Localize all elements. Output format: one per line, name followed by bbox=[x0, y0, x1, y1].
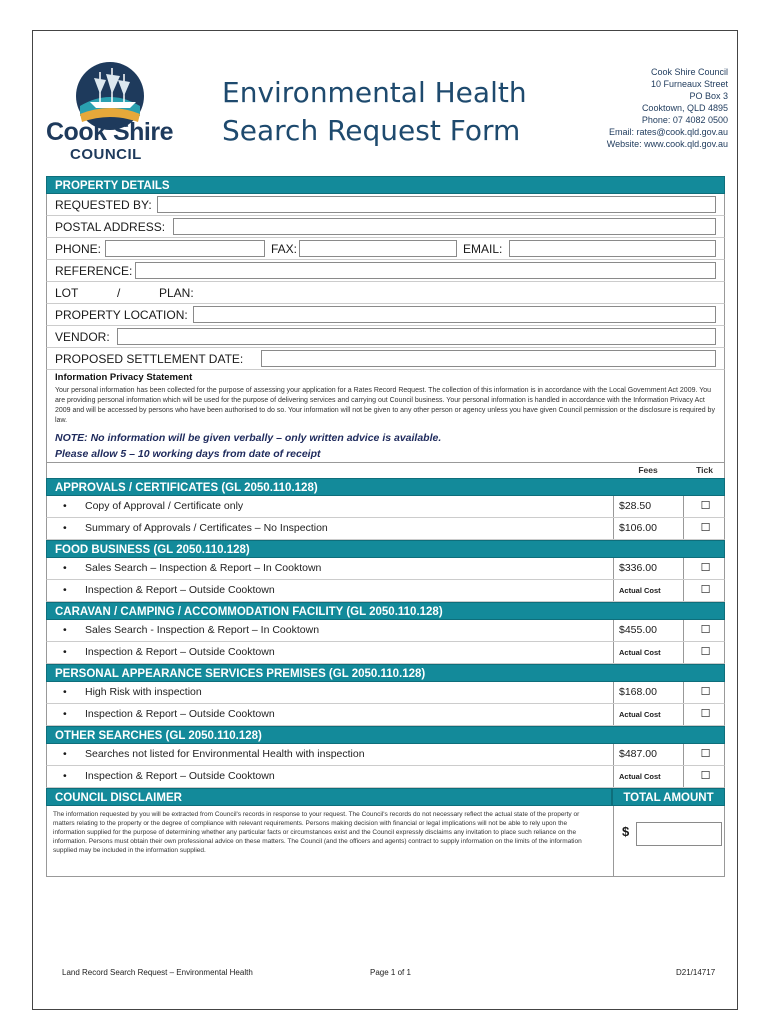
council-po-box: PO Box 3 bbox=[689, 91, 728, 101]
fee-item-label: Sales Search – Inspection & Report – In Cooktown bbox=[85, 562, 322, 574]
email-input[interactable] bbox=[509, 240, 716, 257]
tick-checkbox[interactable]: ☐ bbox=[683, 704, 727, 725]
fee-item-amount: Actual Cost bbox=[613, 642, 683, 663]
bullet-icon: • bbox=[63, 624, 67, 636]
fees-table-header bbox=[46, 462, 725, 478]
section-header: OTHER SEARCHES (GL 2050.110.128) bbox=[46, 726, 725, 744]
fee-item bbox=[46, 580, 725, 602]
fee-item-label: Sales Search - Inspection & Report – In Cooktown bbox=[85, 624, 320, 636]
disclaimer-header: COUNCIL DISCLAIMER bbox=[46, 788, 612, 806]
reference-label: REFERENCE: bbox=[55, 264, 133, 278]
fax-input[interactable] bbox=[299, 240, 457, 257]
settlement-date-row bbox=[46, 348, 725, 370]
fee-item-amount: Actual Cost bbox=[613, 580, 683, 601]
property-details-header: PROPERTY DETAILS bbox=[46, 176, 725, 194]
fee-item-label: Inspection & Report – Outside Cooktown bbox=[85, 646, 275, 658]
fee-item bbox=[46, 642, 725, 664]
fee-item-label: Inspection & Report – Outside Cooktown bbox=[85, 708, 275, 720]
fee-item-amount: $455.00 bbox=[613, 620, 683, 641]
privacy-statement bbox=[46, 370, 725, 430]
form-title bbox=[222, 74, 527, 150]
tick-checkbox[interactable]: ☐ bbox=[683, 496, 727, 517]
phone-label: PHONE: bbox=[55, 242, 102, 256]
bullet-icon: • bbox=[63, 646, 67, 658]
total-amount-cell bbox=[613, 806, 727, 876]
footer-document-id: D21/14717 bbox=[676, 968, 716, 977]
fee-item-amount: Actual Cost bbox=[613, 704, 683, 725]
section-header: FOOD BUSINESS (GL 2050.110.128) bbox=[46, 540, 725, 558]
fee-item-amount: $28.50 bbox=[613, 496, 683, 517]
lot-plan-separator: / bbox=[117, 286, 121, 300]
form-title-line1: Environmental Health bbox=[222, 76, 527, 109]
logo-name: Cook Shire bbox=[46, 118, 173, 146]
fee-item-label: Summary of Approvals / Certificates – No Inspection bbox=[85, 522, 328, 534]
council-address bbox=[607, 66, 728, 150]
notes bbox=[46, 430, 725, 462]
fee-item-amount: $487.00 bbox=[613, 744, 683, 765]
vendor-label: VENDOR: bbox=[55, 330, 110, 344]
fax-label: FAX: bbox=[271, 242, 298, 256]
fee-item-amount: $168.00 bbox=[613, 682, 683, 703]
phone-input[interactable] bbox=[105, 240, 265, 257]
property-location-input[interactable] bbox=[193, 306, 716, 323]
dollar-sign: $ bbox=[622, 824, 630, 839]
fee-item bbox=[46, 496, 725, 518]
reference-row bbox=[46, 260, 725, 282]
fee-item-label: Inspection & Report – Outside Cooktown bbox=[85, 584, 275, 596]
fee-item-label: Searches not listed for Environmental Health with inspection bbox=[85, 748, 365, 760]
section-header: APPROVALS / CERTIFICATES (GL 2050.110.128) bbox=[46, 478, 725, 496]
tick-column-header: Tick bbox=[696, 465, 713, 475]
council-email: Email: rates@cook.qld.gov.au bbox=[608, 127, 728, 137]
note-working-days: Please allow 5 – 10 working days from date of receipt bbox=[55, 448, 321, 460]
fee-item-amount: $336.00 bbox=[613, 558, 683, 579]
disclaimer-text: The information requested by you will be extracted from Council's records in response to your request. The Council's records do not necessary reflect the actual state of the property or matters relating to the property or the degree of compliance with relevant requirements. Persons making decision with financial or legal implications will not be able to rely upon the information supplied for the purpose of determining whether any particular facts or circumstances exist and the Council expressly disclaims any invitation to place such reliance on the information. Persons must obtain their own professional advice on these matters. The Council (and the officers and agents) contract to supply information on the limits of the information supplied may be included in the information supplied. bbox=[53, 811, 582, 854]
fee-item-amount: Actual Cost bbox=[613, 766, 683, 787]
footer-document-name: Land Record Search Request – Environmental Health bbox=[62, 968, 253, 977]
logo-council: COUNCIL bbox=[70, 146, 142, 163]
tick-checkbox[interactable]: ☐ bbox=[683, 518, 727, 539]
tick-checkbox[interactable]: ☐ bbox=[683, 620, 727, 641]
tick-checkbox[interactable]: ☐ bbox=[683, 558, 727, 579]
postal-address-input[interactable] bbox=[173, 218, 716, 235]
footer-page-number: Page 1 of 1 bbox=[370, 968, 411, 977]
fee-item bbox=[46, 766, 725, 788]
tick-checkbox[interactable]: ☐ bbox=[683, 682, 727, 703]
fee-item bbox=[46, 744, 725, 766]
plan-label: PLAN: bbox=[159, 286, 194, 300]
tick-checkbox[interactable]: ☐ bbox=[683, 580, 727, 601]
disclaimer-header-row bbox=[46, 788, 725, 806]
fee-item bbox=[46, 620, 725, 642]
search-request-form bbox=[46, 176, 725, 877]
bullet-icon: • bbox=[63, 522, 67, 534]
requested-by-row bbox=[46, 194, 725, 216]
bullet-icon: • bbox=[63, 686, 67, 698]
lot-label: LOT bbox=[55, 286, 79, 300]
bullet-icon: • bbox=[63, 562, 67, 574]
fee-item bbox=[46, 682, 725, 704]
council-street: 10 Furneaux Street bbox=[650, 79, 728, 89]
vendor-input[interactable] bbox=[117, 328, 716, 345]
note-verbal: NOTE: No information will be given verbally – only written advice is available. bbox=[55, 432, 442, 444]
total-amount-header: TOTAL AMOUNT bbox=[612, 788, 725, 806]
property-location-label: PROPERTY LOCATION: bbox=[55, 308, 188, 322]
bullet-icon: • bbox=[63, 770, 67, 782]
form-title-line2: Search Request Form bbox=[222, 114, 521, 147]
fee-item bbox=[46, 558, 725, 580]
fee-sections bbox=[46, 478, 725, 788]
settlement-date-label: PROPOSED SETTLEMENT DATE: bbox=[55, 352, 244, 366]
section-header: PERSONAL APPEARANCE SERVICES PREMISES (GL 2050.110.128) bbox=[46, 664, 725, 682]
disclaimer-body bbox=[46, 806, 725, 877]
fee-item bbox=[46, 704, 725, 726]
fee-item-amount: $106.00 bbox=[613, 518, 683, 539]
contact-row bbox=[46, 238, 725, 260]
tick-checkbox[interactable]: ☐ bbox=[683, 744, 727, 765]
postal-address-label: POSTAL ADDRESS: bbox=[55, 220, 166, 234]
privacy-text: Your personal information has been collected for the purpose of assessing your application for a Rates Record Request. The collection of this information is in accordance with the Local Government Act 2009. You are providing personal information which will be used for the purpose of delivering services and carrying out Council business. Your personal information is handled in accordance with the Information Privacy Act 2009 and will be accessed by persons who have been authorised to do so. Your information will not be given to any other person or agency unless you have given Council permission or the disclosure is required by law. bbox=[55, 387, 715, 424]
section-header: CARAVAN / CAMPING / ACCOMMODATION FACILITY (GL 2050.110.128) bbox=[46, 602, 725, 620]
vendor-row bbox=[46, 326, 725, 348]
tick-checkbox[interactable]: ☐ bbox=[683, 642, 727, 663]
council-phone: Phone: 07 4082 0500 bbox=[641, 115, 728, 125]
lot-plan-row bbox=[46, 282, 725, 304]
requested-by-label: REQUESTED BY: bbox=[55, 198, 152, 212]
bullet-icon: • bbox=[63, 708, 67, 720]
settlement-date-input[interactable] bbox=[261, 350, 716, 367]
fees-column-header: Fees bbox=[638, 465, 658, 475]
fee-item-label: Copy of Approval / Certificate only bbox=[85, 500, 244, 512]
fee-item-label: Inspection & Report – Outside Cooktown bbox=[85, 770, 275, 782]
bullet-icon: • bbox=[63, 500, 67, 512]
email-label: EMAIL: bbox=[463, 242, 503, 256]
reference-input[interactable] bbox=[135, 262, 716, 279]
postal-address-row bbox=[46, 216, 725, 238]
bullet-icon: • bbox=[63, 584, 67, 596]
privacy-heading: Information Privacy Statement bbox=[55, 372, 193, 383]
requested-by-input[interactable] bbox=[157, 196, 716, 213]
fee-item bbox=[46, 518, 725, 540]
tick-checkbox[interactable]: ☐ bbox=[683, 766, 727, 787]
bullet-icon: • bbox=[63, 748, 67, 760]
property-location-row bbox=[46, 304, 725, 326]
total-amount-input[interactable] bbox=[636, 822, 722, 846]
council-town: Cooktown, QLD 4895 bbox=[641, 103, 728, 113]
fee-item-label: High Risk with inspection bbox=[85, 686, 202, 698]
council-website: Website: www.cook.qld.gov.au bbox=[606, 139, 728, 149]
council-name: Cook Shire Council bbox=[650, 67, 728, 77]
